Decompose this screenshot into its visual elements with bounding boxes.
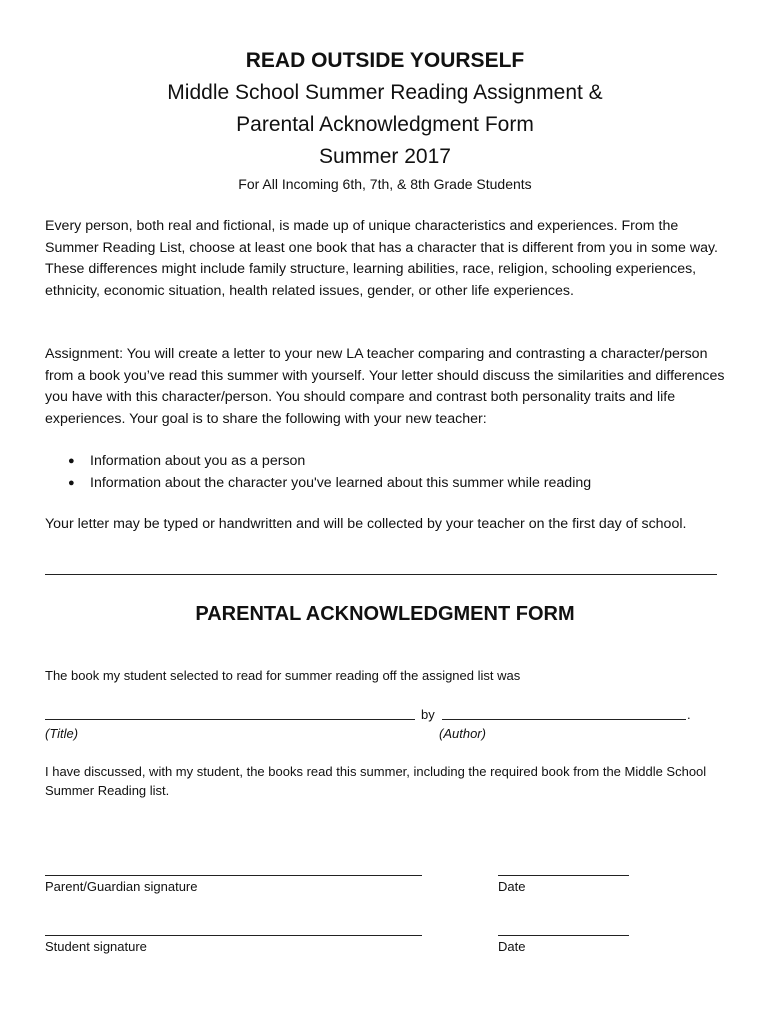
book-title-field[interactable] xyxy=(45,719,415,720)
parent-signature-field[interactable] xyxy=(45,875,422,876)
parent-signature-label: Parent/Guardian signature xyxy=(45,879,198,894)
bullet-item: ● Information about the character you've learned about this summer while reading xyxy=(68,473,591,495)
author-caption: (Author) xyxy=(439,726,486,741)
parent-date-field[interactable] xyxy=(498,875,629,876)
period-mark: . xyxy=(687,707,691,722)
parent-date-label: Date xyxy=(498,879,526,894)
subtitle-line-3: Summer 2017 xyxy=(319,145,451,168)
discussed-statement: I have discussed, with my student, the books read this summer, including the required book from the Middle School Summer Reading list. xyxy=(45,764,707,798)
bullet-item: ● Information about you as a person xyxy=(68,451,591,473)
by-label: by xyxy=(421,707,435,722)
intro-paragraph: Every person, both real and fictional, is made up of unique characteristics and experiences. From the Summer Reading List, choose at least one book that has a character that is different from you in some way. These differences might include family structure, learning abilities, race, religion, schooling experiences, ethnicity, economic situation, health related issues, gender, or other life experiences. xyxy=(45,218,718,299)
closing-paragraph: Your letter may be typed or handwritten and will be collected by your teacher on the first day of school. xyxy=(45,516,687,532)
student-date-field[interactable] xyxy=(498,935,629,936)
assignment-paragraph: Assignment: You will create a letter to your new LA teacher comparing and contrasting a character/person from a book you’ve read this summer with yourself. Your letter should discuss the similarities and differences you have with this character/person. You should compare and contrast both personality traits and life experiences. Your goal is to share the following with your new teacher: xyxy=(45,346,725,427)
form-title: PARENTAL ACKNOWLEDGMENT FORM xyxy=(195,603,575,625)
student-date-label: Date xyxy=(498,939,526,954)
subtitle-line-1: Middle School Summer Reading Assignment & xyxy=(167,81,603,104)
book-author-field[interactable] xyxy=(442,719,686,720)
document-title: READ OUTSIDE YOURSELF xyxy=(245,49,525,72)
student-signature-field[interactable] xyxy=(45,935,422,936)
student-signature-label: Student signature xyxy=(45,939,147,954)
grades-note: For All Incoming 6th, 7th, & 8th Grade Students xyxy=(238,176,532,192)
section-divider xyxy=(45,574,717,575)
assignment-bullets xyxy=(68,451,591,494)
title-caption: (Title) xyxy=(45,726,79,741)
subtitle-line-2: Parental Acknowledgment Form xyxy=(236,113,534,136)
book-statement: The book my student selected to read for summer reading off the assigned list was xyxy=(45,668,521,683)
